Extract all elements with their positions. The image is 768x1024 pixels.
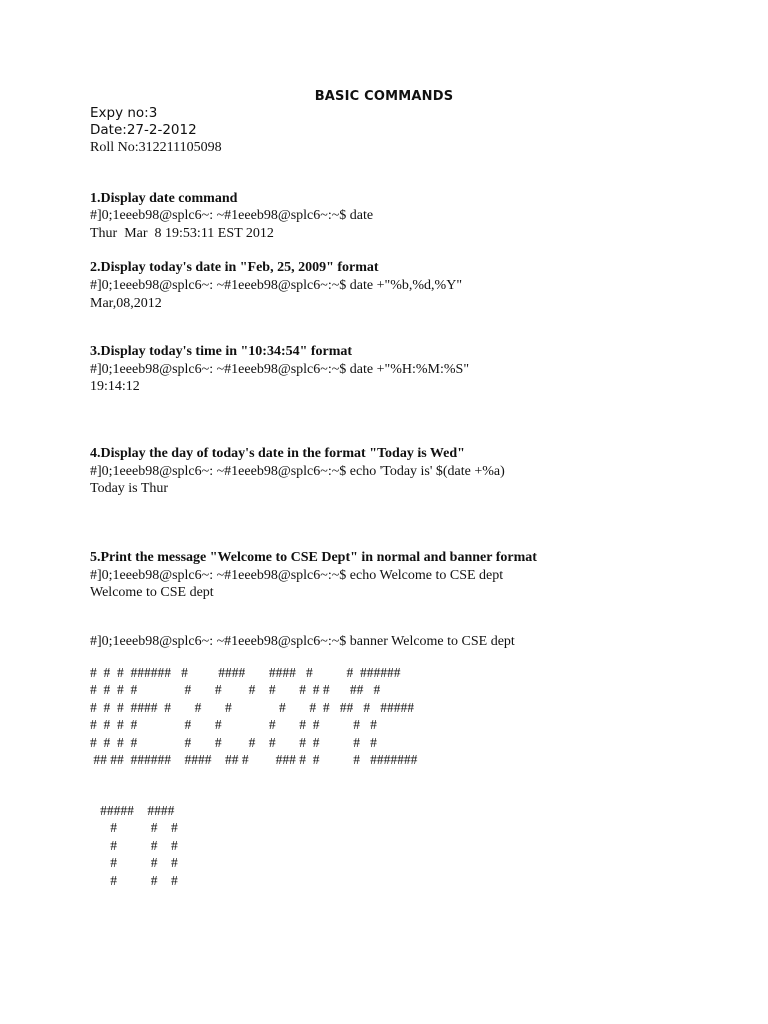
section-3-output: 19:14:12	[90, 379, 140, 394]
banner-command: #]0;1eeeb98@splc6~: ~#1eeeb98@splc6~:~$ banner Welcome to CSE dept	[90, 634, 515, 649]
experiment-date: Date:27-2-2012	[90, 122, 197, 138]
banner-output-to: ##### #### # # # # # # # # # # # #	[100, 803, 178, 888]
section-5-output: Welcome to CSE dept	[90, 585, 214, 600]
section-5-heading: 5.Print the message "Welcome to CSE Dept" in normal and banner format	[90, 550, 537, 565]
section-2-heading: 2.Display today's date in "Feb, 25, 2009" format	[90, 260, 379, 275]
roll-number: Roll No:312211105098	[90, 140, 222, 155]
section-2-command: #]0;1eeeb98@splc6~: ~#1eeeb98@splc6~:~$ date +"%b,%d,%Y"	[90, 278, 463, 293]
document-title: BASIC COMMANDS	[314, 89, 454, 104]
banner-output-welcome: # # # ###### # #### #### # # ###### # # # # # # # # # # # ## # # # # #### # # # # # # ## # ##### # # # # # # # # # # # # # # # # # # # # # # # ## ## ###### #### ## # ### # # # #######	[90, 665, 418, 768]
section-2-output: Mar,08,2012	[90, 296, 162, 311]
section-1-output: Thur Mar 8 19:53:11 EST 2012	[90, 226, 274, 241]
section-3-heading: 3.Display today's time in "10:34:54" format	[90, 344, 353, 359]
section-4-command: #]0;1eeeb98@splc6~: ~#1eeeb98@splc6~:~$ echo 'Today is' $(date +%a)	[90, 464, 505, 479]
section-5-command: #]0;1eeeb98@splc6~: ~#1eeeb98@splc6~:~$ echo Welcome to CSE dept	[90, 568, 504, 583]
section-1-heading: 1.Display date command	[90, 191, 238, 206]
section-4-heading: 4.Display the day of today's date in the format "Today is Wed"	[90, 446, 465, 461]
section-3-command: #]0;1eeeb98@splc6~: ~#1eeeb98@splc6~:~$ date +"%H:%M:%S"	[90, 362, 470, 377]
experiment-number: Expy no:3	[90, 105, 158, 121]
section-1-command: #]0;1eeeb98@splc6~: ~#1eeeb98@splc6~:~$ date	[90, 208, 374, 223]
section-4-output: Today is Thur	[90, 481, 169, 496]
